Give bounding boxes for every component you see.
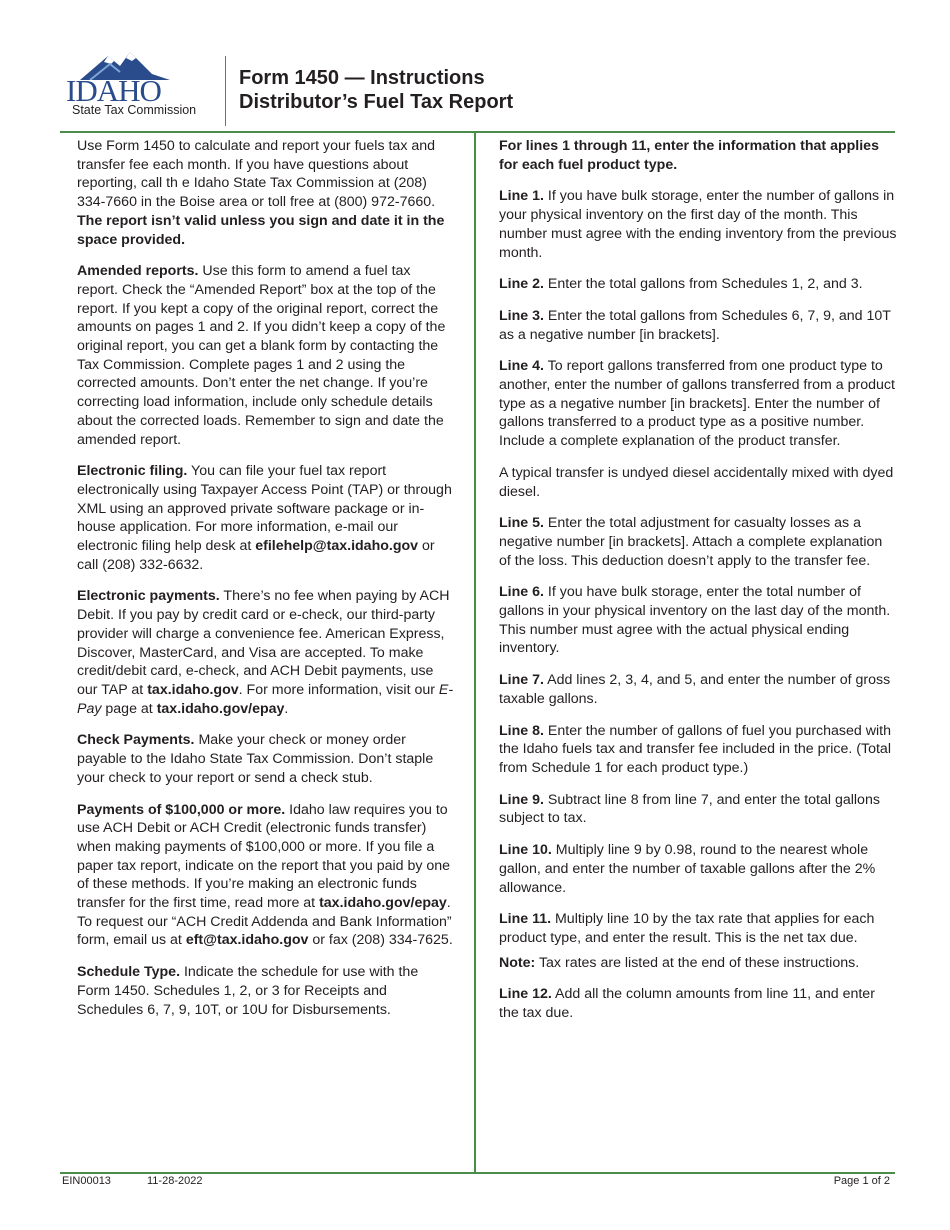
electronic-payments-heading: Electronic payments. xyxy=(77,588,220,605)
amended-reports-paragraph xyxy=(77,262,455,449)
schedule-type-text: Indicate the schedule for use with the Form 1450. Schedules 1, 2, or 3 for Receipts and Schedules 6, 7, 9, 10T, or 10U for Disbursements. xyxy=(77,964,419,1018)
line-10-heading: Line 10. xyxy=(499,842,552,859)
line-8-text: Enter the number of gallons of fuel you purchased with the Idaho fuels tax and transfer fee included in the price. (Total from Schedule 1 for each product type.) xyxy=(499,722,891,776)
right-column xyxy=(499,137,897,1036)
line-11-text: Multiply line 10 by the tax rate that applies for each product type, and enter the result. This is the net tax due. xyxy=(499,911,875,946)
note-paragraph xyxy=(499,954,897,973)
header-rule xyxy=(60,131,895,133)
line-5-heading: Line 5. xyxy=(499,515,544,532)
large-payments-heading: Payments of $100,000 or more. xyxy=(77,801,286,818)
line-3-paragraph xyxy=(499,307,897,344)
line-7-heading: Line 7. xyxy=(499,672,544,689)
line-11-heading: Line 11. xyxy=(499,911,552,928)
intro-text: Use Form 1450 to calculate and report your fuels tax and transfer fee each month. If you have questions about reporting, call th e Idaho State Tax Commission at (208) 334-7660 in the Boise area or toll free at (800) 972-7660. xyxy=(77,138,436,211)
electronic-filing-tail: or call (208) 332-6632. xyxy=(77,538,435,573)
logo-subtitle: State Tax Commission xyxy=(72,103,197,117)
line-9-text: Subtract line 8 from line 7, and enter the total gallons subject to tax. xyxy=(499,791,880,827)
schedule-type-heading: Schedule Type. xyxy=(77,964,181,981)
electronic-payments-mid: . For more information, visit our xyxy=(238,681,439,698)
page-number: Page 1 of 2 xyxy=(833,1175,890,1187)
large-payments-mid: . To request our “ACH Credit Addenda and Bank Information” form, email us at xyxy=(77,895,452,949)
eft-email-link[interactable]: eft@tax.idaho.gov xyxy=(185,932,309,949)
line-12-text: Add all the column amounts from line 11, and enter the tax due. xyxy=(499,986,875,1022)
line-10-paragraph xyxy=(499,841,897,897)
line-2-paragraph xyxy=(499,275,897,294)
line-8-heading: Line 8. xyxy=(499,722,544,739)
large-payments-paragraph xyxy=(77,801,455,951)
line-6-text: If you have bulk storage, enter the total number of gallons in your physical inventory on the last day of the month. This number must agree with the actual physical ending inventory. xyxy=(499,584,891,657)
left-column xyxy=(77,137,455,1032)
note-heading: Note: xyxy=(499,954,536,971)
check-payments-paragraph xyxy=(77,731,455,787)
title-line-2: Distributor’s Fuel Tax Report xyxy=(239,91,514,113)
form-code: EIN00013 xyxy=(62,1175,111,1187)
line-4-heading: Line 4. xyxy=(499,358,544,375)
line-12-heading: Line 12. xyxy=(499,986,552,1003)
efilehelp-email-link[interactable]: efilehelp@tax.idaho.gov xyxy=(255,538,419,555)
epay-page-name: E-Pay xyxy=(77,681,454,717)
column-divider xyxy=(474,132,476,1172)
electronic-payments-tail: . xyxy=(284,700,289,717)
line-2-text: Enter the total gallons from Schedules 1, 2, and 3. xyxy=(543,276,863,293)
line-3-text: Enter the total gallons from Schedules 6, 7, 9, and 10T as a negative number [in brackets]. xyxy=(499,307,891,343)
idaho-tax-commission-logo xyxy=(66,52,216,122)
line-7-paragraph xyxy=(499,671,897,708)
revision-date: 11-28-2022 xyxy=(147,1175,203,1187)
line-9-heading: Line 9. xyxy=(499,791,544,808)
line-6-heading: Line 6. xyxy=(499,584,544,601)
line-5-paragraph xyxy=(499,514,897,570)
electronic-payments-paragraph xyxy=(77,587,455,718)
tap-url-link[interactable]: tax.idaho.gov xyxy=(147,681,239,698)
amended-reports-text: Use this form to amend a fuel tax report. Check the “Amended Report” box at the top of the report. If you kept a copy of the original report, correct the amounts on pages 1 and 2. If you didn’t keep a copy of the original report, you can get a blank form by contacting the Tax Commission. Complete pages 1 and 2 using the corrected amounts. Don’t enter the net change. If you’re correcting load information, include only schedule details about the corrected loads. Remember to sign and date the amended report. xyxy=(77,263,446,448)
line-2-heading: Line 2. xyxy=(499,276,544,293)
line-9-paragraph xyxy=(499,791,897,828)
note-text: Tax rates are listed at the end of these instructions. xyxy=(535,954,860,971)
line-11-paragraph xyxy=(499,910,897,947)
line-5-text: Enter the total adjustment for casualty losses as a negative number [in brackets]. Attach a complete explanation of the loss. This deduction doesn’t apply to the transfer fee. xyxy=(499,515,883,569)
page-title xyxy=(239,66,513,114)
line-1-heading: Line 1. xyxy=(499,188,544,205)
line-10-text: Multiply line 9 by 0.98, round to the nearest whole gallon, and enter the number of taxable gallons after the 2% allowance. xyxy=(499,842,876,896)
line-1-paragraph xyxy=(499,187,897,262)
electronic-payments-text: There’s no fee when paying by ACH Debit. If you pay by credit card or e-check, our third-party provider will charge a convenience fee. American Express, Discover, MasterCard, and Visa are accepted. To make credit/debit card, e-check, and ACH Debit payments, use our TAP at xyxy=(77,588,450,698)
line-6-paragraph xyxy=(499,583,897,658)
line-3-heading: Line 3. xyxy=(499,307,544,324)
schedule-type-paragraph xyxy=(77,963,455,1019)
electronic-filing-text: You can file your fuel tax report electronically using Taxpayer Access Point (TAP) or through XML using an approved private software package or in-house application. For more information, e-mail our electronic filing help desk at xyxy=(77,463,452,555)
large-payments-text: Idaho law requires you to use ACH Debit or ACH Credit (electronic funds transfer) when making payments of $100,000 or more. If you file a paper tax report, indicate on the report that you paid by one of these methods. If you’re making an electronic funds transfer for the first time, read more at xyxy=(77,801,451,912)
lines-intro-text: For lines 1 through 11, enter the information that applies for each fuel product type. xyxy=(499,138,879,173)
typical-transfer-paragraph xyxy=(499,464,897,501)
electronic-filing-paragraph xyxy=(77,462,455,574)
amended-reports-heading: Amended reports. xyxy=(77,263,199,280)
line-1-text: If you have bulk storage, enter the number of gallons in your physical inventory on the first day of the month. This number must agree with the ending inventory from the previous month. xyxy=(499,188,897,261)
epay-url-link[interactable]: tax.idaho.gov/epay xyxy=(156,700,285,717)
intro-validity-notice: The report isn’t valid unless you sign and date it in the space provided. xyxy=(77,212,445,248)
intro-paragraph xyxy=(77,137,455,249)
line-4-paragraph xyxy=(499,357,897,451)
check-payments-heading: Check Payments. xyxy=(77,732,195,749)
title-line-1: Form 1450 — Instructions xyxy=(239,67,485,89)
lines-intro xyxy=(499,137,897,174)
check-payments-text: Make your check or money order payable to the Idaho State Tax Commission. Don’t staple your check to your report or send a check stub. xyxy=(77,732,434,786)
epay-url-link-2[interactable]: tax.idaho.gov/epay xyxy=(319,895,447,912)
line-7-text: Add lines 2, 3, 4, and 5, and enter the number of gross taxable gallons. xyxy=(499,672,891,707)
page-header xyxy=(0,0,950,132)
electronic-payments-mid2: page at xyxy=(101,700,157,717)
large-payments-tail: or fax (208) 334-7625. xyxy=(308,932,453,949)
typical-transfer-text: A typical transfer is undyed diesel accidentally mixed with dyed diesel. xyxy=(499,464,894,500)
line-8-paragraph xyxy=(499,722,897,778)
logo-wordmark: IDAHO xyxy=(66,73,161,108)
line-12-paragraph xyxy=(499,985,897,1022)
header-divider xyxy=(225,56,226,126)
footer-rule xyxy=(60,1172,895,1174)
electronic-filing-heading: Electronic filing. xyxy=(77,463,188,480)
line-4-text: To report gallons transferred from one product type to another, enter the number of gallons transferred from a product type as a negative number [in brackets]. Enter the number of gallons transferred to a product type as a positive number. Include a complete explanation of the product transfer. xyxy=(499,358,895,450)
